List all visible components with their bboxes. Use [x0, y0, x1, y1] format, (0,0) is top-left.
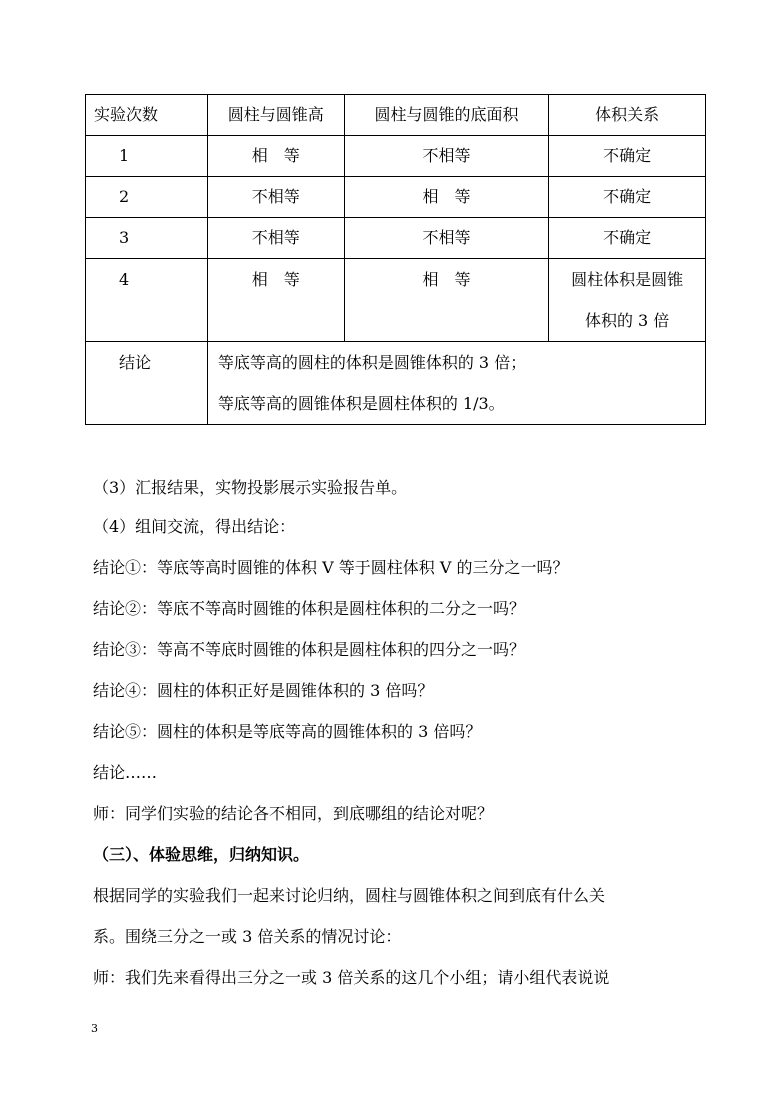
table-cell: 不确定: [549, 218, 706, 259]
conclusion-line-2: 等底等高的圆锥体积是圆柱体积的 1/3。: [217, 394, 505, 413]
paragraph-conclusion-5: 结论⑤：圆柱的体积是等底等高的圆锥体积的 3 倍吗？: [93, 722, 482, 741]
table-cell: 1: [86, 136, 208, 177]
table-row: [86, 259, 706, 342]
page-number: 3: [91, 1022, 98, 1035]
table-cell: 4: [86, 259, 208, 342]
header-cell: 圆柱与圆锥的底面积: [344, 95, 549, 136]
table-header-row: [86, 95, 706, 136]
table-cell: 不相等: [344, 136, 549, 177]
paragraph-discussion-1: 根据同学的实验我们一起来讨论归纳，圆柱与圆锥体积之间到底有什么关: [93, 886, 606, 905]
table-cell: 相 等: [344, 177, 549, 218]
paragraph-conclusion-etc: 结论……: [93, 763, 158, 782]
relation-line-1: 圆柱体积是圆锥: [571, 270, 684, 289]
relation-line-2: 体积的 3 倍: [584, 311, 670, 330]
table-cell: 不确定: [549, 177, 706, 218]
table-row: [86, 136, 706, 177]
conclusion-text: [207, 342, 705, 425]
table-cell: 相 等: [344, 259, 549, 342]
conclusion-line-1: 等底等高的圆柱的体积是圆锥体积的 3 倍；: [217, 353, 527, 372]
conclusion-row: [86, 342, 706, 425]
table-row: [86, 218, 706, 259]
table-cell: [549, 259, 706, 342]
header-cell: 实验次数: [86, 95, 208, 136]
section-heading: （三）、体验思维，归纳知识。: [93, 845, 310, 864]
table-cell: 不确定: [549, 136, 706, 177]
header-cell: 圆柱与圆锥高: [207, 95, 344, 136]
paragraph-conclusion-1: 结论①：等底等高时圆锥的体积 V 等于圆柱体积 V 的三分之一吗？: [93, 558, 569, 577]
paragraph-conclusion-3: 结论③：等高不等底时圆锥的体积是圆柱体积的四分之一吗？: [93, 640, 526, 659]
table-cell: 3: [86, 218, 208, 259]
experiment-table: [85, 94, 706, 425]
table-cell: 相 等: [207, 259, 344, 342]
paragraph-discussion-2: 系。围绕三分之一或 3 倍关系的情况讨论：: [93, 927, 402, 946]
paragraph-group-exchange: （4）组间交流，得出结论：: [93, 517, 296, 536]
paragraph-report-results: （3）汇报结果，实物投影展示实验报告单。: [93, 478, 408, 497]
header-cell: 体积关系: [549, 95, 706, 136]
table-cell: 不相等: [207, 218, 344, 259]
table-cell: 相 等: [207, 136, 344, 177]
table-cell: 不相等: [207, 177, 344, 218]
table-cell: 不相等: [344, 218, 549, 259]
paragraph-teacher-groups: 师：我们先来看得出三分之一或 3 倍关系的这几个小组；请小组代表说说: [93, 968, 610, 987]
table-cell: 2: [86, 177, 208, 218]
paragraph-conclusion-2: 结论②：等底不等高时圆锥的体积是圆柱体积的二分之一吗？: [93, 599, 526, 618]
paragraph-teacher-question: 师：同学们实验的结论各不相同，到底哪组的结论对呢？: [93, 804, 494, 823]
conclusion-label: 结论: [86, 342, 208, 425]
table-row: [86, 177, 706, 218]
paragraph-conclusion-4: 结论④：圆柱的体积正好是圆锥体积的 3 倍吗？: [93, 681, 434, 700]
